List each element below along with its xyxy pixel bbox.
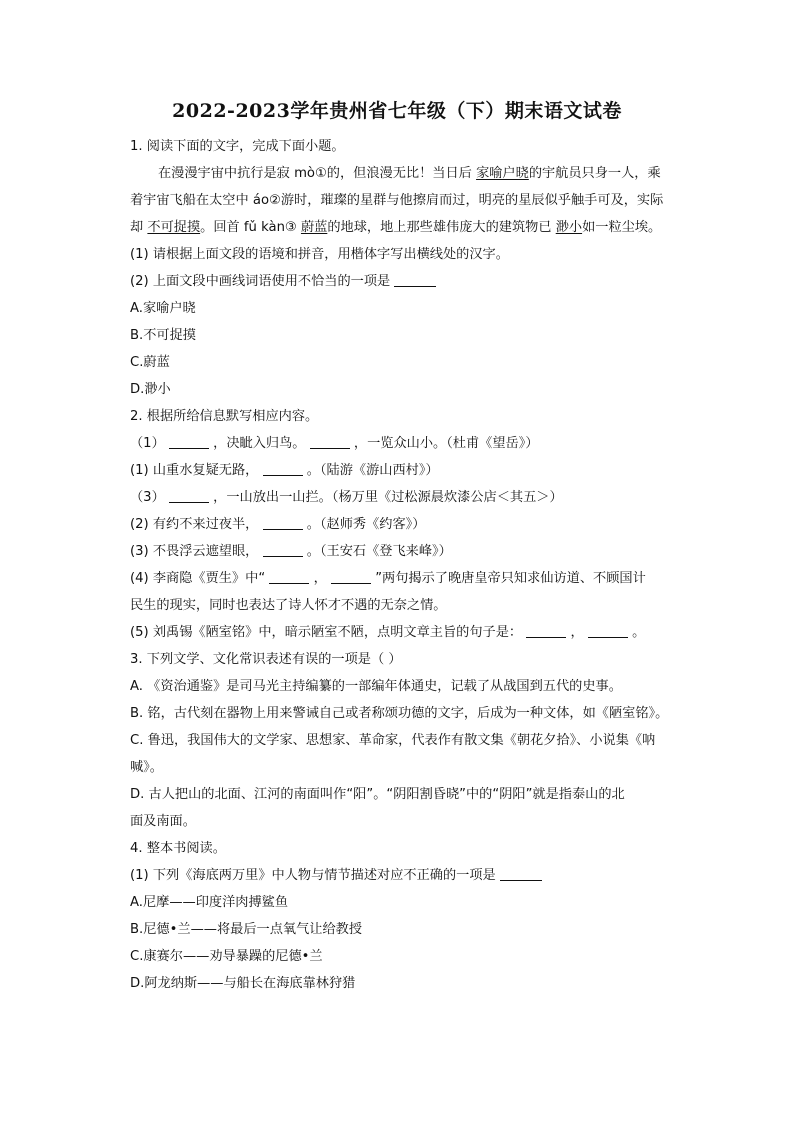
passage-text: 在漫漫宇宙中抗行是寂 mò①的，但浪漫无比！当日后 — [158, 166, 477, 181]
q2-stem: 2. 根据所给信息默写相应内容。 — [130, 409, 319, 424]
answer-blank[interactable] — [169, 435, 209, 449]
q4-stem: 4. 整本书阅读。 — [130, 841, 226, 856]
answer-blank[interactable] — [263, 516, 303, 530]
poem-text: 。（王安石《登飞来峰》） — [306, 544, 452, 559]
q3-option-d-line-1: D. 古人把山的北面、江河的南面叫作“阳”。“阴阳割昏晓”中的“阴阳”就是指泰山的北 — [130, 787, 625, 802]
answer-blank[interactable] — [394, 273, 436, 287]
answer-blank[interactable] — [331, 570, 371, 584]
underlined-word-2: 不可捉摸 — [147, 220, 201, 235]
q3-option-d-line-2: 面及南面。 — [130, 814, 196, 829]
q2-line-5 — [130, 543, 452, 561]
answer-blank[interactable] — [263, 462, 303, 476]
poem-text: (3) 不畏浮云遮望眼， — [130, 544, 259, 559]
q1-option-b: B.不可捉摸 — [130, 328, 196, 343]
page-title: 2022-2023学年贵州省七年级（下）期末语文试卷 — [172, 100, 622, 122]
q3-option-c-line-2: 喊》。 — [130, 760, 163, 775]
question-text: ， — [570, 625, 584, 640]
q4-option-d: D.阿龙纳斯——与船长在海底靠林狩猎 — [130, 976, 356, 991]
question-text: (2) 上面文段中画线词语使用不恰当的一项是 — [130, 274, 395, 289]
answer-blank[interactable] — [169, 489, 209, 503]
poem-text: ，决眦入归鸟。 — [213, 436, 306, 451]
passage-text: 的地球，地上那些雄伟庞大的建筑物已 — [327, 220, 556, 235]
poem-text: ，一山放出一山拦。（杨万里《过松源晨炊漆公店＜其五＞） — [213, 490, 563, 505]
q2-line-1 — [130, 435, 539, 453]
item-number: （3） — [130, 490, 165, 505]
passage-text: 。回首 fǔ kàn③ — [200, 220, 301, 235]
q1-passage-line-1 — [158, 165, 661, 183]
q1-sub1: (1) 请根据上面文段的语境和拼音，用楷体字写出横线处的汉字。 — [130, 247, 509, 262]
answer-blank[interactable] — [269, 570, 309, 584]
q2-line-6 — [130, 570, 646, 588]
poem-text: 。（赵师秀《约客》） — [306, 517, 426, 532]
q4-option-b: B.尼德•兰——将最后一点氧气让给教授 — [130, 922, 363, 937]
q3-option-b: B. 铭，古代刻在器物上用来警诫自己或者称颂功德的文字，后成为一种文体，如《陋室铭》。 — [130, 706, 669, 721]
poem-text: 。（陆游《游山西村》） — [306, 463, 439, 478]
passage-text: 如一粒尘埃。 — [582, 220, 662, 235]
q2-line-8 — [130, 624, 645, 642]
q3-stem: 3. 下列文学、文化常识表述有误的一项是（ ） — [130, 652, 402, 667]
passage-text: 的宇航员只身一人，乘 — [528, 166, 661, 181]
question-text: (1) 下列《海底两万里》中人物与情节描述对应不正确的一项是 — [130, 868, 500, 883]
question-text: (5) 刘禹锡《陋室铭》中，暗示陋室不陋，点明文章主旨的句子是： — [130, 625, 523, 640]
poem-text: (2) 有约不来过夜半， — [130, 517, 259, 532]
poem-text: (1) 山重水复疑无路， — [130, 463, 259, 478]
answer-blank[interactable] — [588, 624, 628, 638]
answer-blank[interactable] — [526, 624, 566, 638]
q3-option-a: A. 《资治通鉴》是司马光主持编纂的一部编年体通史，记载了从战国到五代的史事。 — [130, 679, 622, 694]
q2-line-2 — [130, 462, 439, 480]
passage-text: 却 — [130, 220, 148, 235]
question-text: (4) 李商隐《贾生》中“ — [130, 571, 266, 586]
item-number: （1） — [130, 436, 165, 451]
question-text: ， — [313, 571, 327, 586]
q2-line-7: 民生的现实，同时也表达了诗人怀才不遇的无奈之情。 — [130, 598, 447, 613]
q1-option-c: C.蔚蓝 — [130, 355, 170, 370]
question-text: ”两句揭示了晚唐皇帝只知求仙访道、不顾国计 — [375, 571, 646, 586]
underlined-word-3: 蔚蓝 — [300, 220, 328, 235]
q3-option-c-line-1: C. 鲁迅，我国伟大的文学家、思想家、革命家，代表作有散文集《朝花夕拾》、小说集《呐 — [130, 733, 656, 748]
answer-blank[interactable] — [263, 543, 303, 557]
underlined-word-1: 家喻户晓 — [476, 166, 529, 181]
q1-stem: 1. 阅读下面的文字，完成下面小题。 — [130, 139, 345, 154]
q1-passage-line-3 — [130, 219, 661, 237]
q1-option-d: D.渺小 — [130, 382, 171, 397]
q1-option-a: A.家喻户晓 — [130, 301, 196, 316]
q4-option-c: C.康赛尔——劝导暴躁的尼德•兰 — [130, 949, 323, 964]
q4-option-a: A.尼摩——印度洋肉搏鲨鱼 — [130, 895, 289, 910]
q4-sub1 — [130, 867, 542, 885]
question-text: 。 — [632, 625, 646, 640]
q1-passage-line-2: 着宇宙飞船在太空中 áo②游时，璀璨的星群与他擦肩而过，明亮的星辰似乎触手可及，实际 — [130, 193, 664, 208]
q1-sub2 — [130, 273, 436, 291]
q2-line-4 — [130, 516, 425, 534]
q2-line-3 — [130, 489, 563, 507]
poem-text: ，一览众山小。（杜甫《望岳》） — [353, 436, 539, 451]
answer-blank[interactable] — [310, 435, 350, 449]
answer-blank[interactable] — [500, 867, 542, 881]
underlined-word-4: 渺小 — [555, 220, 583, 235]
